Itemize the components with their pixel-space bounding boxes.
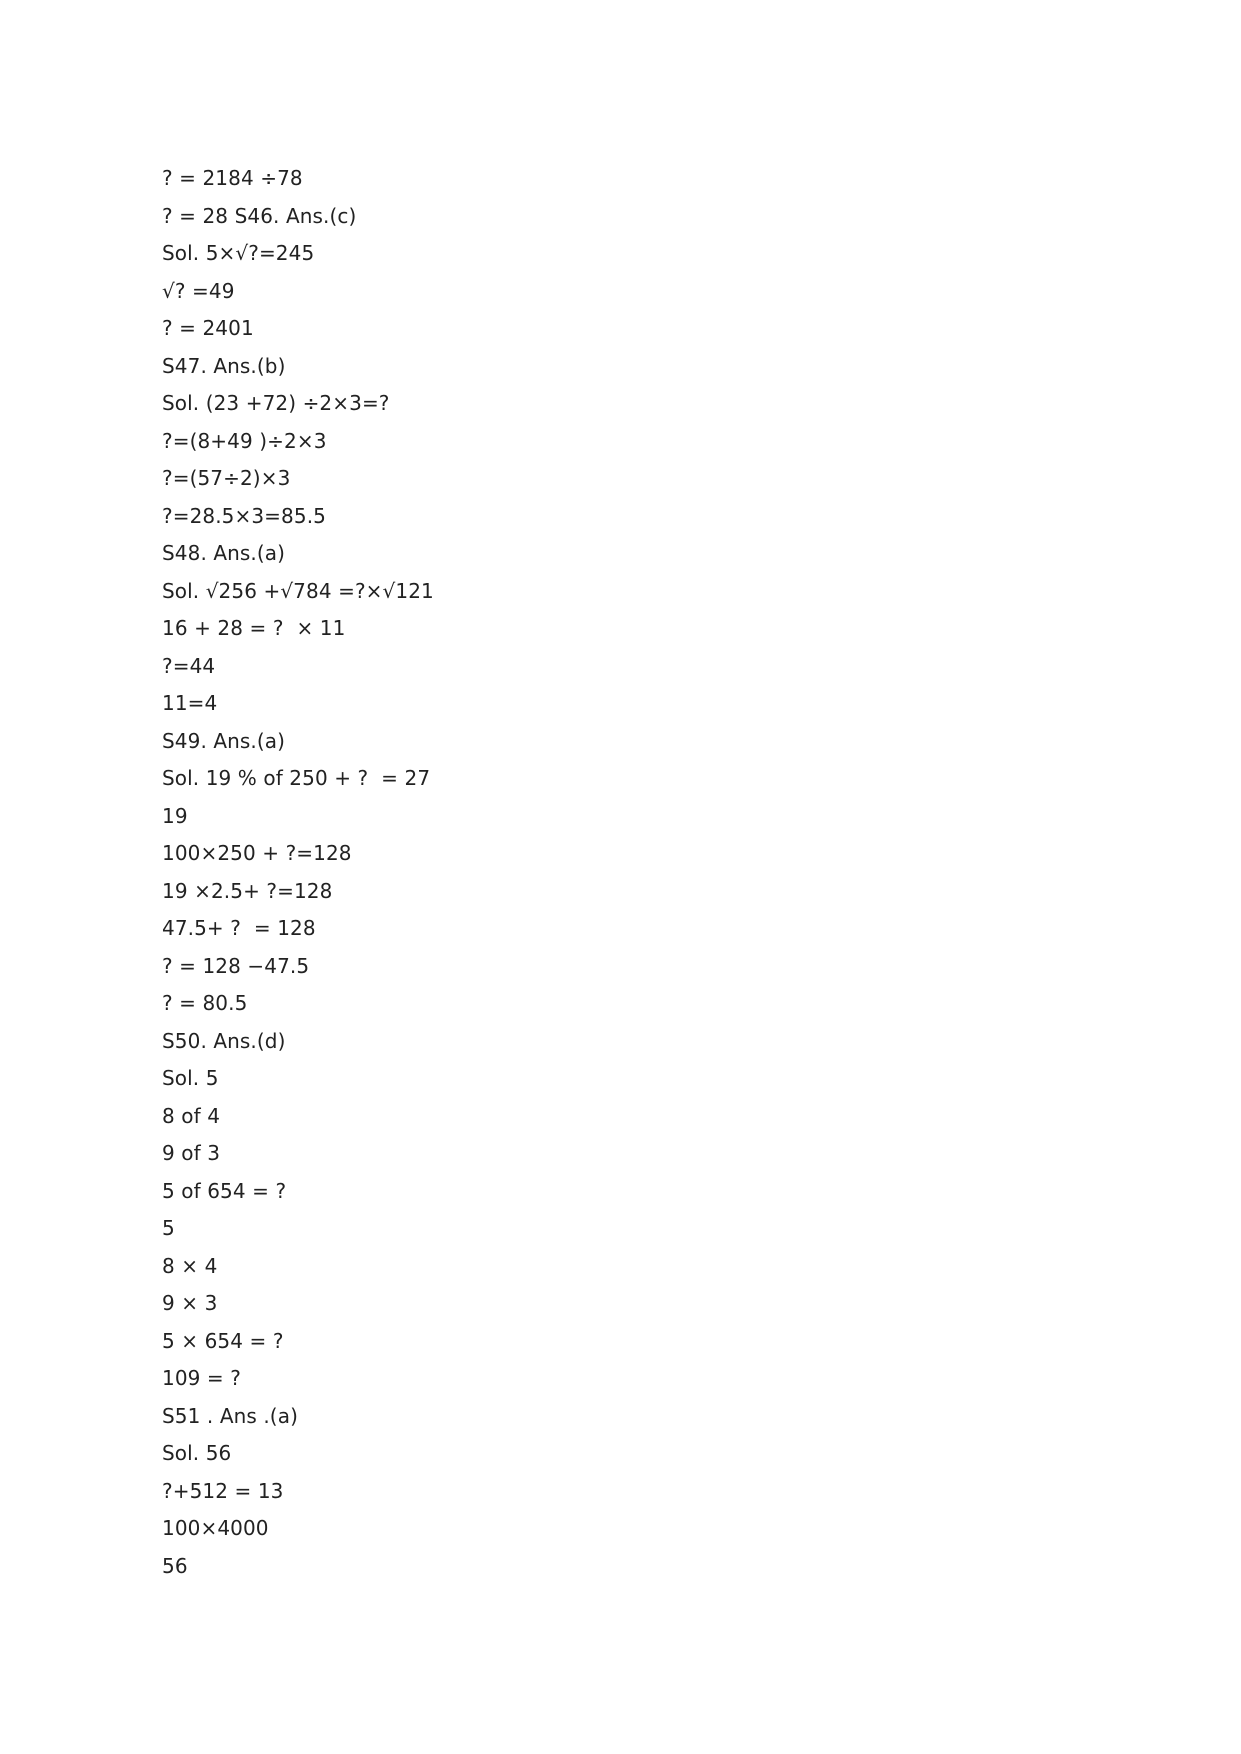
text-line: 5 × 654 = ? (162, 1328, 284, 1353)
solution-text-block (162, 160, 1062, 1585)
text-line: 11=4 (162, 691, 218, 715)
text-line: 5 of 654 = ? (162, 1178, 287, 1203)
text-line: ?=44 (162, 653, 216, 678)
text-line: ? = 28 S46. Ans.(c) (162, 203, 357, 228)
text-line: ? = 128 −47.5 (162, 953, 310, 978)
text-line: Sol. 56 (162, 1441, 232, 1465)
text-line: ? = 80.5 (162, 991, 248, 1015)
text-line: 8 of 4 (162, 1103, 221, 1128)
text-line: 47.5+ ? = 128 (162, 916, 316, 940)
answer-heading: S47. Ans.(b) (162, 353, 286, 378)
text-line: 8 × 4 (162, 1253, 218, 1278)
text-line: 19 (162, 803, 188, 828)
text-line: ? = 2184 ÷78 (162, 166, 303, 190)
text-line: 9 × 3 (162, 1291, 218, 1315)
text-line: 100×250 + ?=128 (162, 841, 352, 865)
text-line: ?=(57÷2)×3 (162, 466, 291, 490)
text-line: 5 (162, 1216, 175, 1240)
text-line: ?=(8+49 )÷2×3 (162, 428, 327, 453)
text-line: √? =49 (162, 278, 235, 303)
text-line: Sol. √256 +√784 =?×√121 (162, 578, 434, 603)
text-line: Sol. 5×√?=245 (162, 241, 315, 265)
text-line: ?+512 = 13 (162, 1478, 284, 1503)
text-line: Sol. 19 % of 250 + ? = 27 (162, 766, 431, 790)
text-line: 100×4000 (162, 1516, 269, 1540)
answer-heading: S48. Ans.(a) (162, 541, 286, 565)
answer-heading: S51 . Ans .(a) (162, 1403, 298, 1428)
text-line: ? = 2401 (162, 316, 254, 340)
text-line: 19 ×2.5+ ?=128 (162, 878, 333, 903)
text-line: Sol. 5 (162, 1066, 219, 1090)
text-line: 9 of 3 (162, 1141, 221, 1165)
text-line: Sol. (23 +72) ÷2×3=? (162, 391, 390, 415)
text-line: 109 = ? (162, 1366, 241, 1390)
text-line: 16 + 28 = ? × 11 (162, 616, 346, 640)
text-line: 56 (162, 1553, 188, 1578)
answer-heading: S50. Ans.(d) (162, 1028, 286, 1053)
text-line: ?=28.5×3=85.5 (162, 503, 326, 528)
answer-heading: S49. Ans.(a) (162, 728, 286, 753)
